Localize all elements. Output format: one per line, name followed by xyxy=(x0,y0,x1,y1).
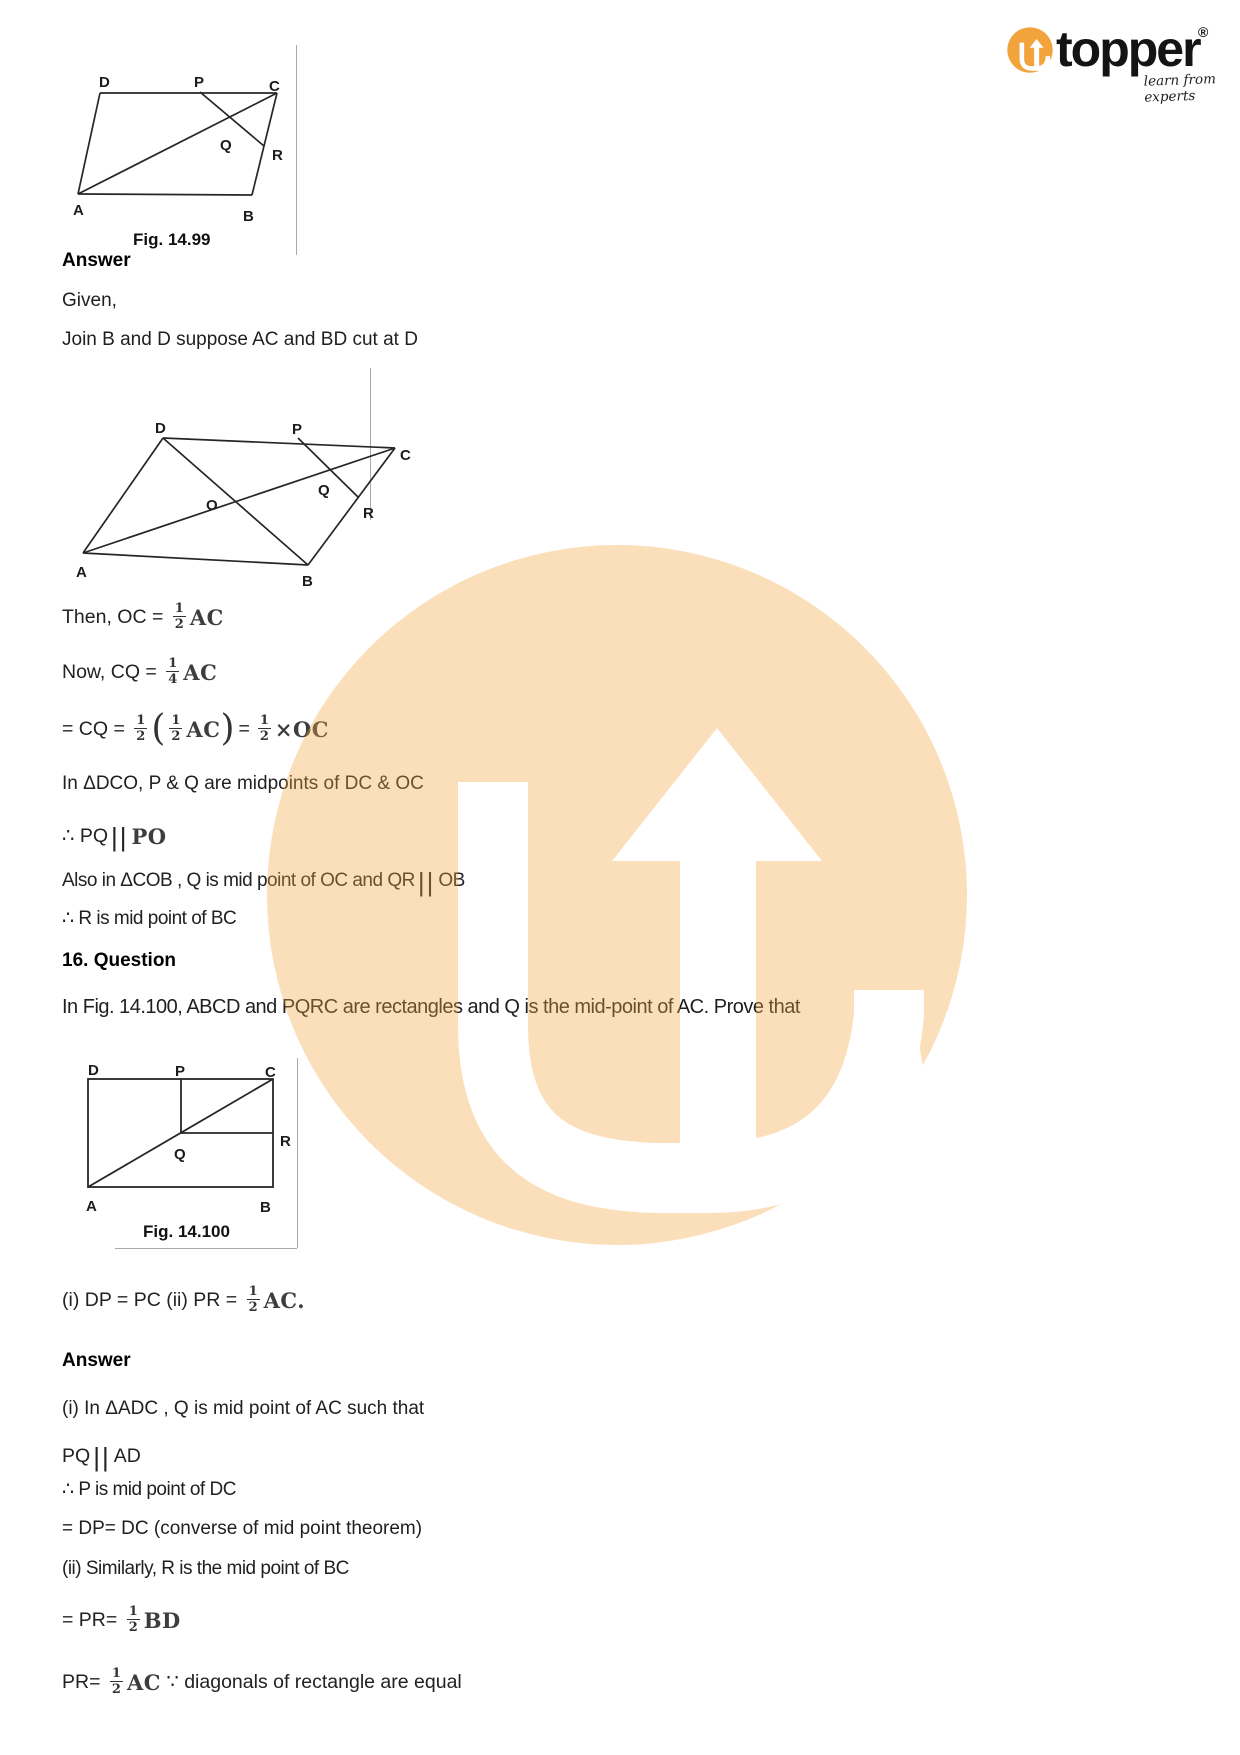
fraction-one-half xyxy=(127,1605,140,1634)
logo-mark-icon xyxy=(1007,27,1053,73)
fraction-one-half xyxy=(247,1285,260,1314)
fig99-edge-ab xyxy=(78,194,252,195)
formula-now-cq-suffix: AC xyxy=(183,659,218,685)
fig99-edge-da xyxy=(78,93,100,194)
fig99-label-r: R xyxy=(272,147,283,164)
prove-prefix: (i) DP = PC (ii) PR = xyxy=(62,1288,243,1311)
fraction-denominator: 2 xyxy=(111,1682,121,1697)
fig99-label-q: Q xyxy=(220,137,232,154)
answer16-line4: = DP= DC (converse of mid point theorem) xyxy=(62,1518,423,1539)
fig100-caption: Fig. 14.100 xyxy=(143,1222,230,1241)
fig100-label-r: R xyxy=(280,1133,291,1150)
fig100-label-b: B xyxy=(260,1199,271,1216)
fraction-denominator: 2 xyxy=(259,729,269,744)
answer15-join-line: Join B and D suppose AC and BD cut at D xyxy=(62,329,418,350)
answer15-pq-parallel-po xyxy=(62,818,167,854)
answer15-in-dco: In ΔDCO, P & Q are midpoints of DC & OC xyxy=(62,773,424,794)
parallel-bars: || xyxy=(111,821,129,852)
answer16-line3: ∴ P is mid point of DC xyxy=(62,1479,236,1500)
pq-ad-p1: PQ xyxy=(62,1444,91,1467)
fig2-label-d: D xyxy=(155,420,166,437)
formula-cq-p2: AC xyxy=(186,716,221,742)
fig99-edge-bc xyxy=(252,93,277,195)
fraction-denominator: 2 xyxy=(248,1300,258,1315)
fraction-denominator: 2 xyxy=(128,1620,138,1635)
fraction-numerator: 1 xyxy=(128,1604,138,1620)
pq-po-p2: PO xyxy=(131,823,167,849)
fig2-label-b: B xyxy=(302,573,313,590)
formula-cq-p4: ×OC xyxy=(274,716,330,742)
answer15-given: Given, xyxy=(62,290,117,311)
fig99-diagonal-ac xyxy=(78,93,277,194)
fig-parallelogram-diagonals xyxy=(60,420,420,590)
fig99-caption: Fig. 14.99 xyxy=(133,230,211,249)
fraction-numerator: 1 xyxy=(168,656,178,672)
fig99-label-a: A xyxy=(73,202,84,219)
question16-prove-line xyxy=(62,1278,305,1322)
pq-ad-p2: AD xyxy=(113,1444,141,1467)
also-cob-p2: OB xyxy=(438,870,465,891)
fraction-denominator: 4 xyxy=(168,672,178,687)
pr-ac-p1: PR= xyxy=(62,1670,106,1693)
formula-then-oc-suffix: AC xyxy=(189,604,224,630)
parallel-bars: || xyxy=(93,1441,111,1472)
logo-tagline: learn from experts xyxy=(1143,71,1217,106)
fraction-numerator: 1 xyxy=(174,601,184,617)
fraction-denominator: 2 xyxy=(171,729,181,744)
fig100-label-q: Q xyxy=(174,1146,186,1163)
fig100-bottom-divider xyxy=(115,1248,297,1249)
fig2-label-o: O xyxy=(206,497,218,514)
answer16-pr-ac-formula xyxy=(62,1660,462,1704)
answer16-pr-bd-formula xyxy=(62,1598,181,1642)
question16-heading: 16. Question xyxy=(62,950,177,971)
fraction-one-half xyxy=(169,714,182,743)
fig100-label-a: A xyxy=(86,1198,97,1215)
formula-then-oc xyxy=(62,595,224,639)
fraction-one-fourth xyxy=(166,657,179,686)
answer16-pq-parallel-ad xyxy=(62,1438,141,1474)
fig99-label-b: B xyxy=(243,208,254,225)
fraction-denominator: 2 xyxy=(136,729,146,744)
fraction-numerator: 1 xyxy=(136,713,146,729)
fig99-segment-pr xyxy=(200,92,264,146)
fraction-numerator: 1 xyxy=(259,713,269,729)
formula-cq-equals xyxy=(62,705,329,753)
fig2-edge-da xyxy=(83,438,163,553)
answer15-r-mid: ∴ R is mid point of BC xyxy=(62,908,237,929)
fig100-label-p: P xyxy=(175,1063,186,1080)
answer16-heading: Answer xyxy=(62,1350,131,1371)
logo-registered-mark: ® xyxy=(1198,24,1209,40)
fig99-label-d: D xyxy=(99,74,110,91)
answer15-also-cob xyxy=(62,864,465,898)
fraction-denominator: 2 xyxy=(174,617,184,632)
fig100-label-d: D xyxy=(88,1062,99,1079)
pr-bd-prefix: = PR= xyxy=(62,1608,123,1631)
fig2-label-r: R xyxy=(363,505,374,522)
fraction-numerator: 1 xyxy=(111,1666,121,1682)
parallel-bars: || xyxy=(417,866,436,897)
fraction-numerator: 1 xyxy=(171,713,181,729)
formula-now-cq-prefix: Now, CQ = xyxy=(62,660,163,683)
fig-14-99 xyxy=(60,45,310,235)
question16-text: In Fig. 14.100, ABCD and PQRC are rectangles and Q is the mid-point of AC. Prove that xyxy=(62,996,800,1018)
pr-bd-suffix: BD xyxy=(143,1607,181,1633)
fig2-label-c: C xyxy=(400,447,411,464)
fraction-one-half xyxy=(110,1667,123,1696)
prove-suffix: AC. xyxy=(263,1287,306,1313)
fig2-label-p: P xyxy=(292,421,303,438)
fig2-diagonal-ac xyxy=(83,448,395,553)
answer16-line5: (ii) Similarly, R is the mid point of BC xyxy=(62,1558,349,1579)
pr-ac-p3: ∵ diagonals of rectangle are equal xyxy=(160,1671,462,1693)
fig2-edge-bc xyxy=(308,448,395,565)
fig2-label-q: Q xyxy=(318,482,330,499)
fig2-diagonal-db xyxy=(163,438,308,565)
formula-cq-p3: = xyxy=(238,717,250,740)
close-paren: ) xyxy=(220,707,235,749)
formula-now-cq xyxy=(62,650,217,694)
answer16-line1: (i) In ΔADC , Q is mid point of AC such that xyxy=(62,1398,425,1419)
fig2-label-a: A xyxy=(76,564,87,581)
logo-wordmark: topper xyxy=(1056,21,1200,77)
fig2-edge-ab xyxy=(83,553,308,565)
fraction-one-half xyxy=(134,714,147,743)
fig2-edge-dc xyxy=(163,438,395,448)
pq-po-p1: ∴ PQ xyxy=(62,825,108,847)
formula-cq-p1: = CQ = xyxy=(62,717,131,740)
fig99-label-c: C xyxy=(269,78,280,95)
fig99-label-p: P xyxy=(194,74,205,91)
answer15-heading: Answer xyxy=(62,250,131,271)
fraction-one-half xyxy=(173,602,186,631)
pr-ac-p2: AC xyxy=(126,1669,161,1695)
formula-then-oc-prefix: Then, OC = xyxy=(62,605,169,628)
fraction-one-half xyxy=(258,714,271,743)
also-cob-p1: Also in ΔCOB , Q is mid point of OC and QR xyxy=(62,870,415,891)
fraction-numerator: 1 xyxy=(248,1284,258,1300)
open-paren: ( xyxy=(151,707,166,749)
fig-14-100 xyxy=(60,1055,305,1220)
fig100-label-c: C xyxy=(265,1064,276,1081)
